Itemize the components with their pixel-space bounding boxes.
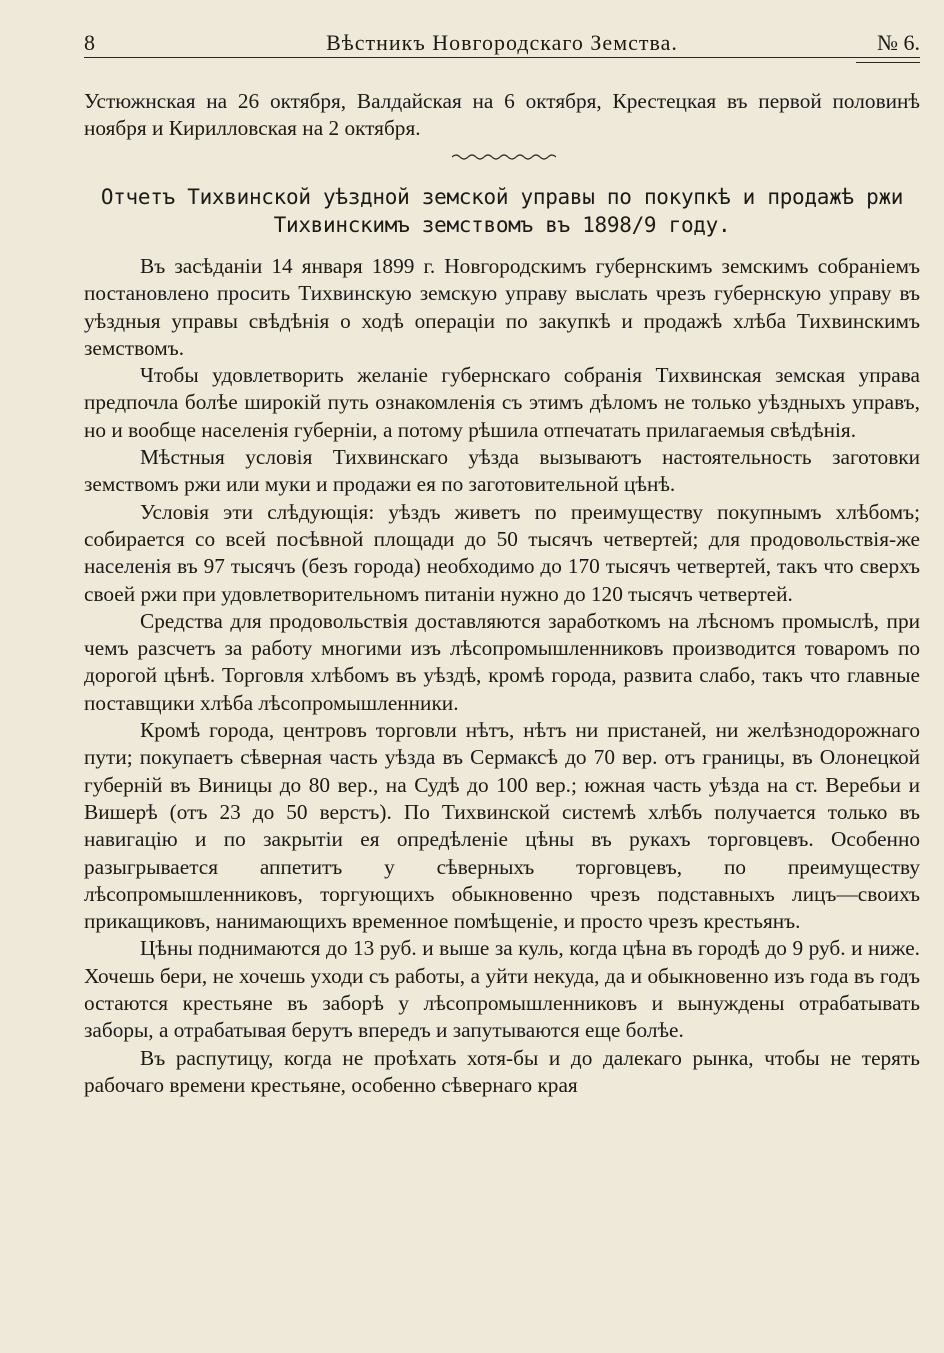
journal-title: Вѣстникъ Новгородскаго Земства. <box>326 30 678 55</box>
paragraph: Мѣстныя условiя Тихвинскаго уѣзда вызываютъ настоятельность заготовки земствомъ ржи или муки и продажи ея по заготовительной цѣнѣ. <box>84 445 920 497</box>
paragraph: Кромѣ города, центровъ торговли нѣтъ, нѣтъ ни пристаней, ни желѣзнодорожнаго пути; покупаетъ сѣверная часть уѣзда въ Сермаксѣ до 70 вер. отъ границы, въ Олонецкой губернiй въ Виницы до 80 вер., на Судѣ до 100 вер.; южная часть уѣзда на ст. Веребьи и Вишерѣ (отъ 23 до 50 верстъ). По Тихвинской системѣ хлѣбъ получается только въ навигацiю и по закрытiи ея опредѣленiе цѣны въ рукахъ торговцевъ. Особенно разыгрывается аппетитъ у сѣверныхъ торговцевъ, по преимуществу лѣсопромышленниковъ, торгующихъ обыкновенно чрезъ подставныхъ лицъ—своихъ прикащиковъ, нанимающихъ временное помѣщенiе, и просто чрезъ крестьянъ. <box>84 718 920 934</box>
paragraph: Чтобы удовлетворить желанiе губернскаго собранiя Тихвинская земская управа предпочла болѣе широкiй путь ознакомленiя съ этимъ дѣломъ не только уѣздныхъ управъ, но и вообще населенiя губернiи, а потому рѣшила отпечатать прилагаемыя свѣдѣнiя. <box>84 363 920 442</box>
header-rule <box>84 57 920 58</box>
page-number: 8 <box>84 30 95 55</box>
article-title-line-1: Отчетъ Тихвинской уѣздной земской управы по покупкѣ и продажѣ ржи <box>100 185 904 209</box>
issue-number: № 6. <box>877 30 920 55</box>
paragraph: Въ засѣданiи 14 января 1899 г. Новгородскимъ губернскимъ земскимъ собранiемъ постановлено просить Тихвинскую земскую управу выслать чрезъ губернскую управу въ уѣздныя управы свѣдѣнiя о ходѣ операцiи по закупкѣ и продажѣ хлѣба Тихвинскимъ земствомъ. <box>84 254 920 360</box>
article-body <box>84 253 920 1099</box>
paragraph: Цѣны поднимаются до 13 руб. и выше за куль, когда цѣна въ городѣ до 9 руб. и ниже. Хочешь бери, не хочешь уходи съ работы, а уйти некуда, да и обыкновенно изъ года въ годъ остаются крестьяне въ заборѣ у лѣсопромышленниковъ и вынуждены отрабатывать заборы, а отрабатывая берутъ впередъ и запутываются еще болѣе. <box>84 936 920 1043</box>
header-underline <box>856 62 920 63</box>
intro-paragraph <box>84 88 920 143</box>
paragraph: Условiя эти слѣдующiя: уѣздъ живетъ по преимуществу покупнымъ хлѣбомъ; собирается со всей посѣвной площади до 50 тысячъ четвертей; для продовольствiя-же населенiя въ 97 тысячъ (безъ города) необходимо до 170 тысячъ четвертей, такъ что сверхъ своей ржи при удовлетворительномъ питанiи нужно до 120 тысячъ четвертей. <box>84 499 920 606</box>
wavy-divider-ornament <box>452 152 556 162</box>
paragraph: Въ распутицу, когда не проѣхать хотя-бы и до далекаго рынка, чтобы не терять рабочаго времени крестьяне, особенно сѣвернаго края <box>84 1045 920 1097</box>
paragraph: Средства для продовольствiя доставляются заработкомъ на лѣсномъ промыслѣ, при чемъ разсчетъ за работу многими изъ лѣсопромышленниковъ производится товаромъ по дорогой цѣнѣ. Торговля хлѣбомъ въ уѣздѣ, кромѣ города, развита слабо, такъ что главные поставщики хлѣба лѣсопромышленники. <box>84 608 920 715</box>
article-title <box>84 183 920 239</box>
intro-text: Устюжнская на 26 октября, Валдайская на 6 октября, Крестецкая въ первой половинѣ ноября и Кирилловская на 2 октября. <box>84 89 920 141</box>
running-header <box>84 28 920 58</box>
article-title-line-2: Тихвинскимъ земствомъ въ 1898/9 году. <box>273 213 731 237</box>
